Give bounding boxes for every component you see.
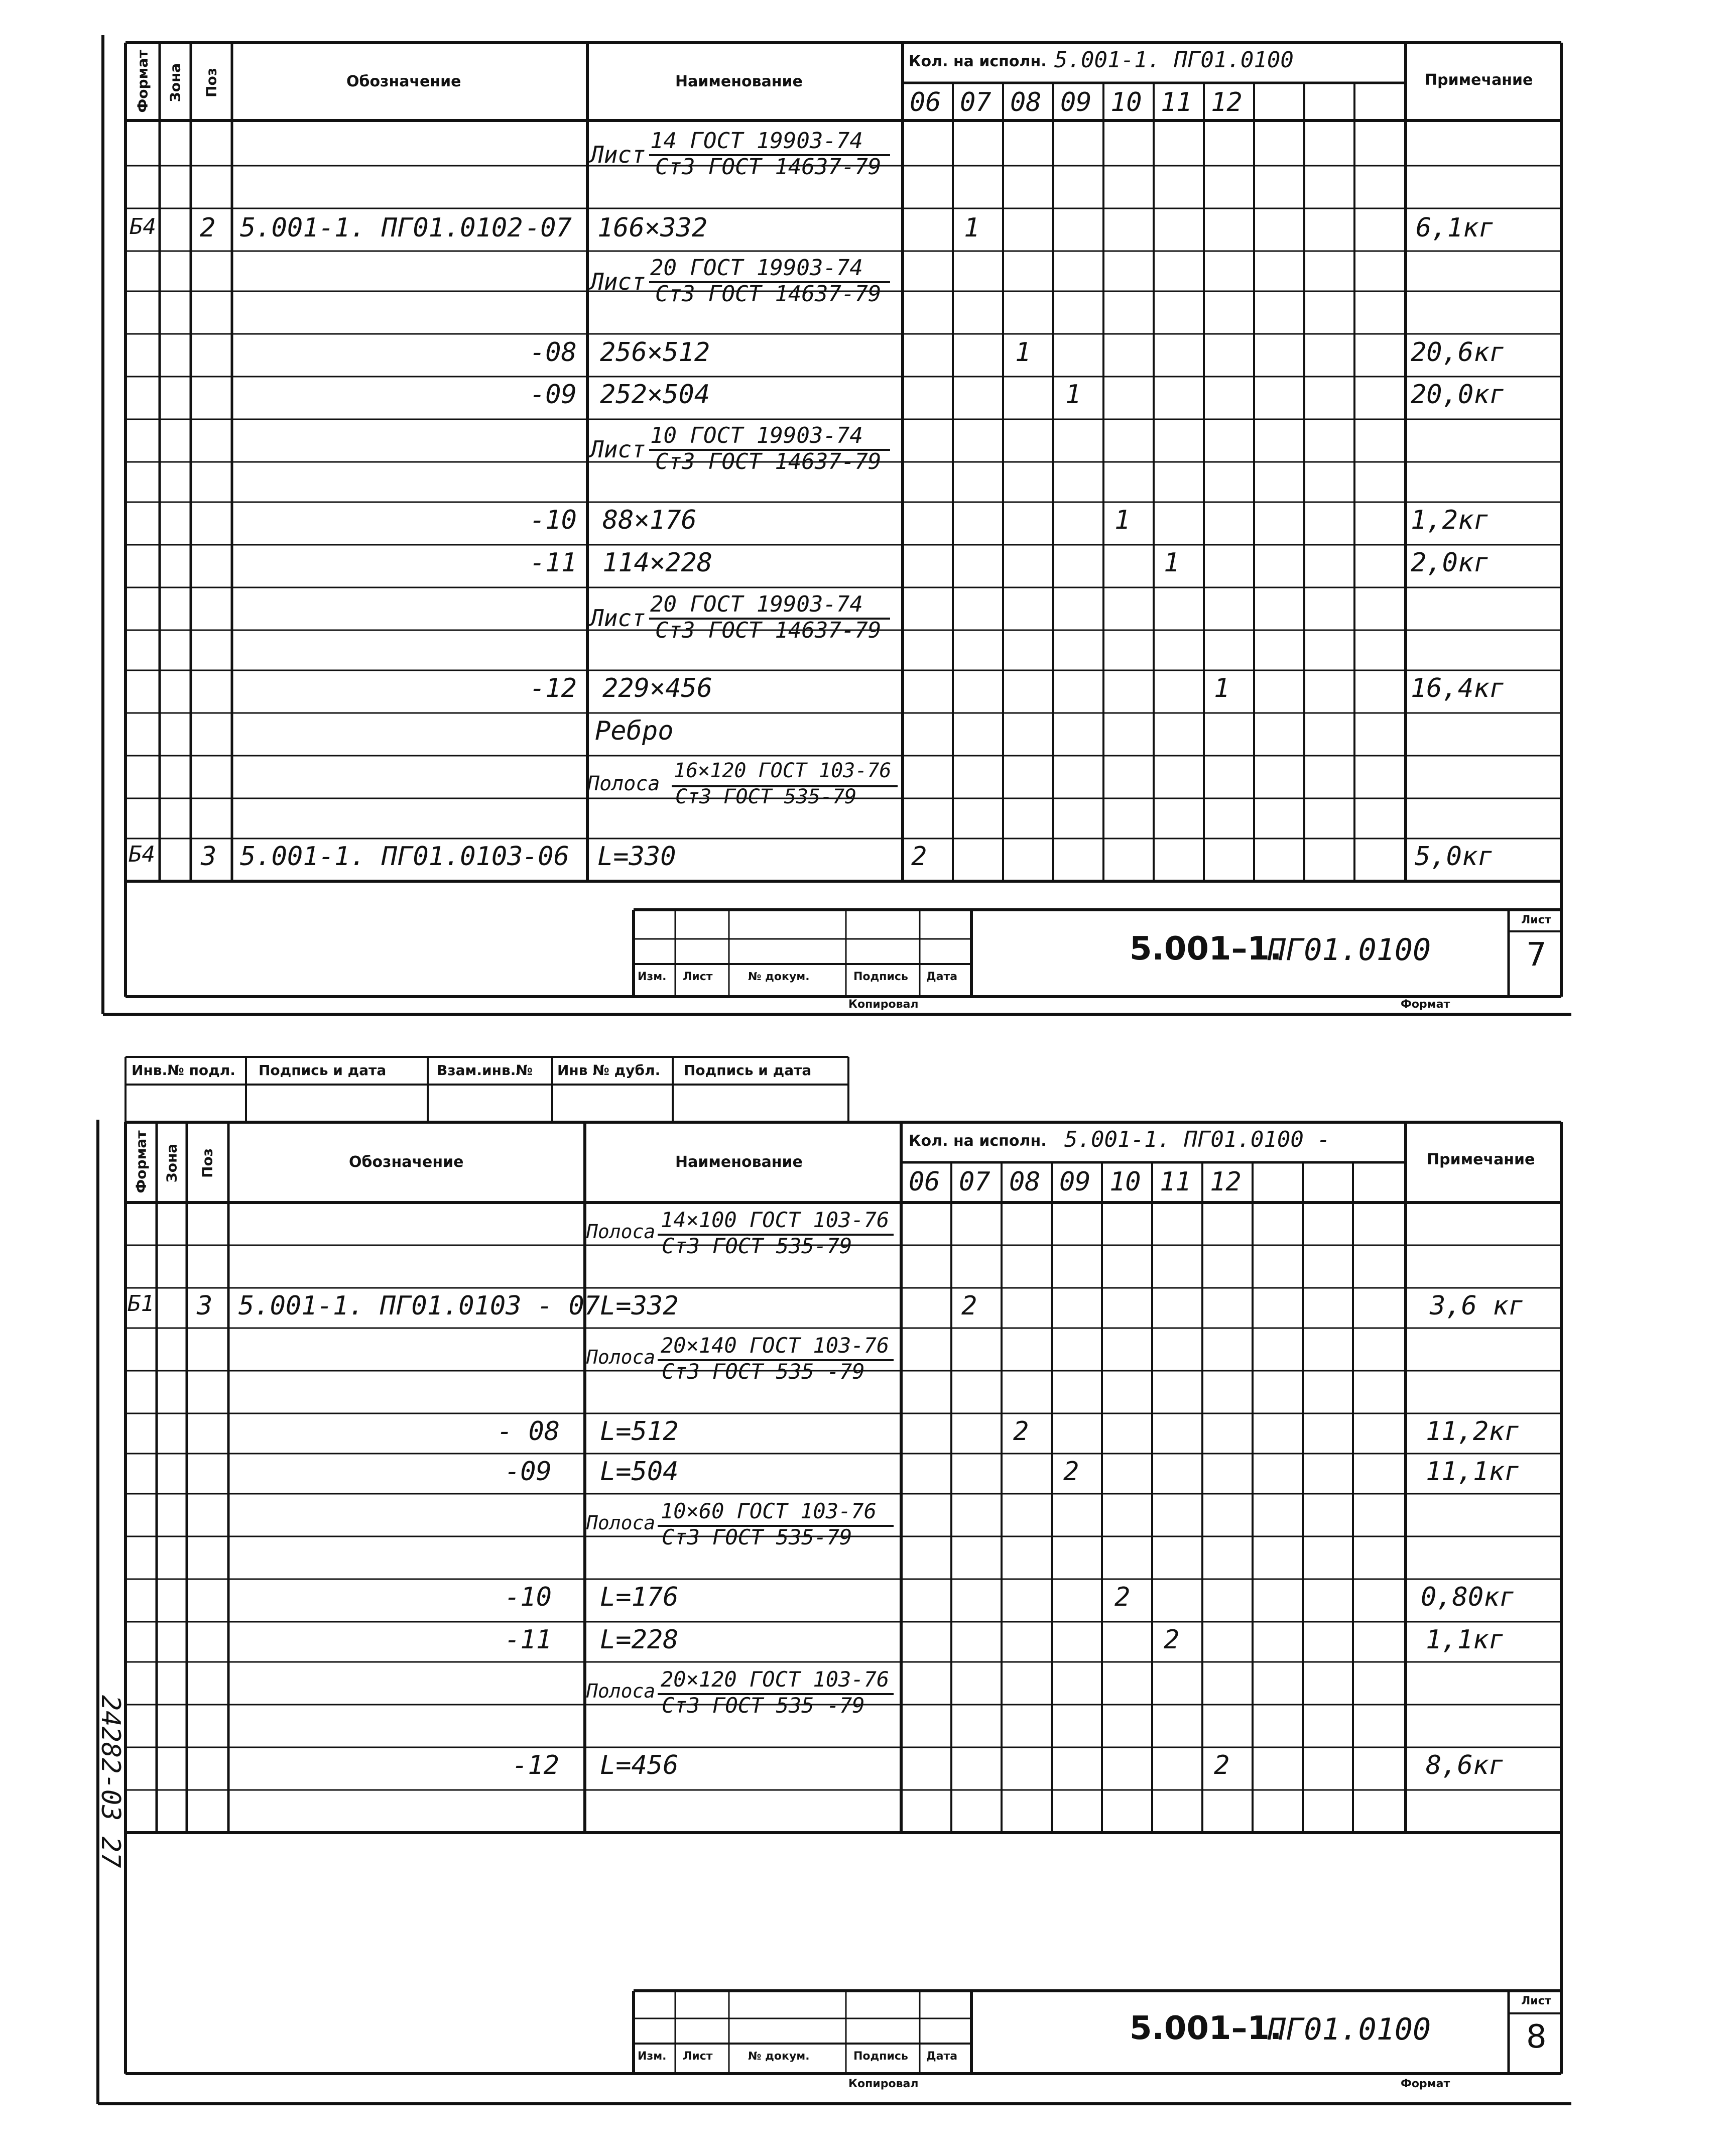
cell-suffix: -10 — [505, 1582, 552, 1612]
stamp-sign-date-2: Подпись и дата — [684, 1062, 812, 1079]
material-fraction: Лист 14 ГОСТ 19903-74 Ст3 ГОСТ 14637-79 — [590, 128, 901, 183]
material-fraction: Полоса 20×120 ГОСТ 103-76 Ст3 ГОСТ 535 -79 — [586, 1667, 900, 1722]
cell-note: 8,6кг — [1426, 1750, 1505, 1780]
cell-suffix: -11 — [505, 1625, 552, 1655]
header-qty-code: 5.001-1. ПГ01.0100 — [1054, 47, 1294, 73]
header-format: Формат — [133, 1130, 150, 1193]
cell-qty: 1 — [964, 213, 980, 243]
stamp-label: Лист — [683, 971, 713, 983]
cell-pos: 2 — [200, 213, 216, 243]
sheet-label: Лист — [1521, 1995, 1551, 2007]
cell-suffix: -09 — [530, 380, 577, 410]
cell-pos: 3 — [197, 1291, 213, 1321]
cell-suffix: -12 — [530, 673, 577, 703]
variant-header: 12 — [1211, 87, 1243, 117]
copied-label: Копировал — [848, 2078, 919, 2090]
doc-code: 5.001–1. — [1130, 2010, 1282, 2047]
cell-format: Б4 — [130, 214, 156, 239]
cell-name: Ребро — [595, 716, 674, 746]
variant-header: 07 — [960, 87, 992, 117]
cell-name: L=512 — [600, 1416, 679, 1447]
cell-note: 11,2кг — [1426, 1416, 1520, 1447]
cell-note: 16,4кг — [1411, 673, 1505, 703]
variant-header: 06 — [910, 87, 941, 117]
header-format: Формат — [134, 50, 151, 113]
cell-name: 229×456 — [602, 673, 713, 703]
doc-code-tail: ПГ01.0100 — [1268, 2012, 1431, 2047]
stamp-label: № докум. — [748, 971, 810, 983]
cell-note: 0,80кг — [1421, 1582, 1515, 1612]
cell-name: 114×228 — [602, 548, 713, 578]
cell-name: L=456 — [600, 1750, 679, 1780]
cell-qty: 1 — [1015, 337, 1031, 368]
stamp-inv-dup: Инв № дубл. — [557, 1062, 661, 1079]
stamp-replace-inv: Взам.инв.№ — [437, 1062, 533, 1079]
cell-name: 252×504 — [600, 380, 710, 410]
stamp-label: Дата — [926, 2050, 958, 2063]
margin-number: 24282-03 27 — [95, 1695, 126, 1868]
material-fraction: Лист 10 ГОСТ 19903-74 Ст3 ГОСТ 14637-79 — [590, 423, 901, 478]
cell-suffix: - 08 — [497, 1416, 560, 1447]
cell-note: 20,0кг — [1411, 380, 1505, 410]
cell-note: 1,2кг — [1411, 505, 1490, 535]
cell-qty: 2 — [1164, 1625, 1180, 1655]
cell-name: L=332 — [600, 1291, 679, 1321]
cell-format: Б1 — [128, 1291, 154, 1316]
cell-format: Б4 — [129, 842, 155, 867]
header-note: Примечание — [1425, 71, 1533, 89]
material-fraction: Полоса 14×100 ГОСТ 103-76 Ст3 ГОСТ 535-79 — [586, 1208, 900, 1263]
variant-header: 10 — [1109, 1167, 1141, 1197]
format-label: Формат — [1401, 2078, 1450, 2090]
cell-suffix: -10 — [530, 505, 577, 535]
header-zone: Зона — [163, 1143, 180, 1183]
cell-designation: 5.001-1. ПГ01.0103 - 07 — [238, 1291, 600, 1321]
stamp-label: Подпись — [853, 2050, 908, 2063]
doc-code: 5.001–1. — [1130, 930, 1282, 968]
stamp-label: Изм. — [638, 971, 667, 983]
stamp-label: Подпись — [853, 971, 908, 983]
cell-suffix: -09 — [505, 1457, 552, 1487]
cell-qty: 1 — [1214, 673, 1230, 703]
header-zone: Зона — [167, 63, 184, 102]
cell-qty: 2 — [1063, 1457, 1079, 1487]
variant-header: 09 — [1060, 87, 1092, 117]
cell-qty: 2 — [1214, 1750, 1230, 1780]
header-name: Наименование — [675, 1153, 803, 1171]
format-label: Формат — [1401, 998, 1450, 1011]
header-pos: Поз — [199, 1148, 216, 1178]
stamp-label: № докум. — [748, 2050, 810, 2063]
variant-header: 08 — [1010, 87, 1042, 117]
stamp-inv-orig: Инв.№ подл. — [132, 1062, 235, 1079]
cell-suffix: -12 — [512, 1750, 559, 1780]
cell-note: 11,1кг — [1426, 1457, 1520, 1487]
sheet-number: 8 — [1526, 2018, 1547, 2056]
cell-note: 2,0кг — [1411, 548, 1490, 578]
sheet-label: Лист — [1521, 914, 1551, 926]
variant-header: 11 — [1161, 87, 1192, 117]
cell-suffix: -08 — [530, 337, 577, 368]
cell-name: 166×332 — [597, 213, 708, 243]
cell-suffix: -11 — [530, 548, 577, 578]
header-qty-code: 5.001-1. ПГ01.0100 - — [1064, 1127, 1330, 1152]
cell-note: 3,6 кг — [1430, 1291, 1524, 1321]
copied-label: Копировал — [848, 998, 919, 1011]
header-note: Примечание — [1427, 1151, 1535, 1168]
variant-header: 12 — [1210, 1167, 1242, 1197]
cell-qty: 2 — [1114, 1582, 1131, 1612]
material-fraction: Полоса 20×140 ГОСТ 103-76 Ст3 ГОСТ 535 -79 — [586, 1333, 900, 1388]
cell-name: L=176 — [600, 1582, 679, 1612]
cell-qty: 1 — [1114, 505, 1131, 535]
cell-designation: 5.001-1. ПГ01.0103 — [240, 842, 523, 872]
cell-note: 1,1кг — [1426, 1625, 1505, 1655]
variant-header: 09 — [1059, 1167, 1091, 1197]
header-pos: Поз — [203, 68, 220, 97]
variant-header: 10 — [1110, 87, 1142, 117]
variant-header: 08 — [1009, 1167, 1041, 1197]
cell-qty: 2 — [961, 1291, 977, 1321]
stamp-label: Изм. — [638, 2050, 667, 2063]
variant-header: 07 — [959, 1167, 990, 1197]
cell-suffix: -06 — [522, 842, 569, 872]
header-designation: Обозначение — [349, 1153, 464, 1171]
stamp-sign-date: Подпись и дата — [259, 1062, 387, 1079]
doc-code-tail: ПГ01.0100 — [1268, 932, 1431, 968]
variant-header: 06 — [909, 1167, 940, 1197]
cell-qty: 1 — [1065, 380, 1081, 410]
cell-qty: 2 — [911, 842, 927, 872]
header-qty-title: Кол. на исполн. — [909, 1132, 1047, 1150]
cell-name: L=504 — [600, 1457, 679, 1487]
cell-pos: 3 — [201, 842, 217, 872]
material-fraction: Полоса 10×60 ГОСТ 103-76 Ст3 ГОСТ 535-79 — [586, 1499, 900, 1554]
stamp-label: Лист — [683, 2050, 713, 2063]
cell-note: 5,0кг — [1415, 842, 1494, 872]
cell-qty: 2 — [1013, 1416, 1029, 1447]
variant-header: 11 — [1160, 1167, 1191, 1197]
material-fraction: Лист 20 ГОСТ 19903-74 Ст3 ГОСТ 14637-79 — [590, 591, 901, 647]
material-fraction: Полоса 16×120 ГОСТ 103-76 Ст3 ГОСТ 535-79 — [587, 759, 901, 814]
header-name: Наименование — [675, 73, 803, 90]
cell-suffix: -07 — [525, 213, 572, 243]
sheet-number: 7 — [1526, 936, 1547, 974]
cell-name: L=330 — [597, 842, 676, 872]
cell-designation: 5.001-1. ПГ01.0102 — [240, 213, 523, 243]
cell-note: 6,1кг — [1416, 213, 1495, 243]
header-qty-title: Кол. на исполн. — [909, 53, 1047, 70]
material-fraction: Лист 20 ГОСТ 19903-74 Ст3 ГОСТ 14637-79 — [590, 255, 901, 310]
cell-name: L=228 — [600, 1625, 679, 1655]
cell-note: 20,6кг — [1411, 337, 1505, 368]
stamp-label: Дата — [926, 971, 958, 983]
cell-qty: 1 — [1164, 548, 1180, 578]
cell-name: 256×512 — [600, 337, 710, 368]
header-designation: Обозначение — [346, 73, 461, 90]
cell-name: 88×176 — [602, 505, 697, 535]
